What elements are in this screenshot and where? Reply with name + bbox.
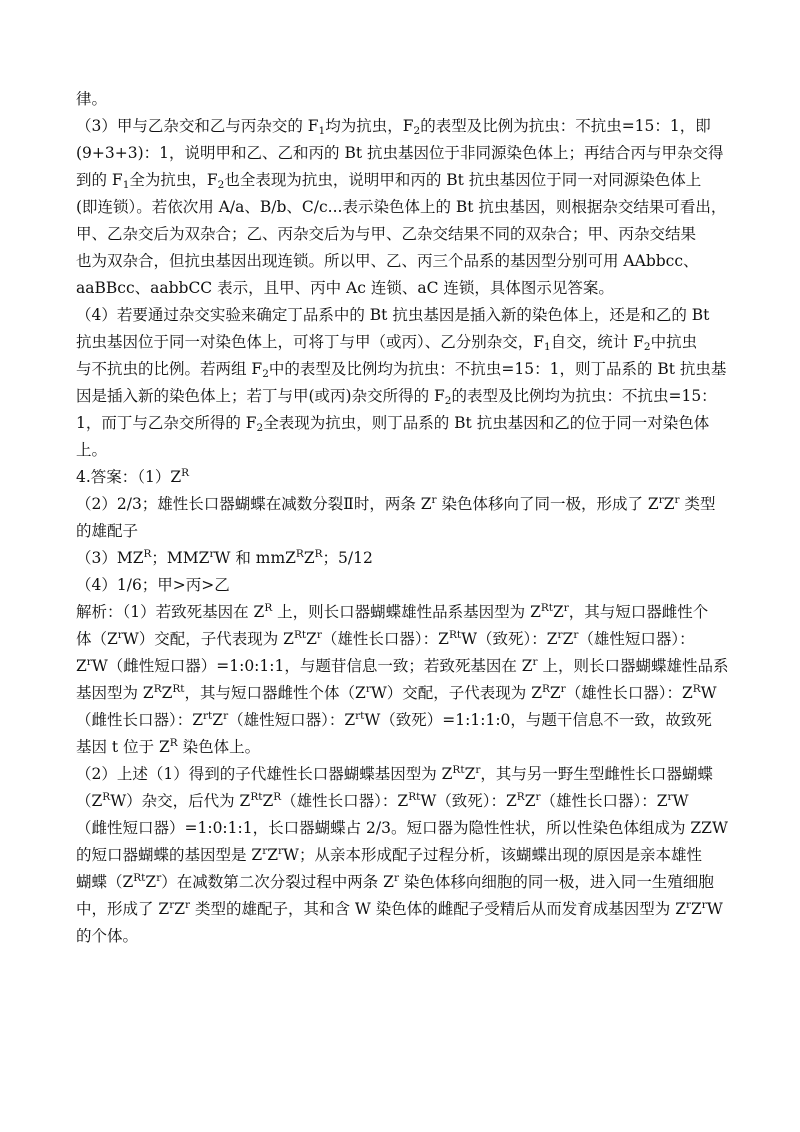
text-line: [76, 653, 729, 680]
text-run: （雌性短口器）=1:0:1:1，长口器蝴蝶占 2/3。短口器为隐性性状，所以性染色体组成为 ZZW: [76, 819, 728, 837]
text-line: [76, 707, 726, 734]
superscript: r: [475, 764, 481, 776]
text-run: （雄性短口器）：Z: [228, 711, 356, 729]
text-line: [76, 680, 726, 707]
text-run: Z: [212, 711, 224, 729]
text-line: [76, 383, 726, 410]
text-run: 中的表型及比例均为抗虫：不抗虫=15：1，则丁品系的 Bt 抗虫基: [268, 360, 727, 378]
text-run: （2）上述（1）得到的子代雄性长口器蝴蝶基因型为 Z: [76, 765, 453, 783]
text-run: 4.答案：（1）Z: [76, 468, 182, 486]
text-run: 1，而丁与乙杂交所得的 F: [76, 414, 257, 432]
superscript: r: [560, 683, 566, 695]
text-run: （3）MZ: [76, 549, 144, 567]
text-line: [76, 518, 726, 545]
superscript: r: [674, 494, 680, 506]
text-line: [76, 626, 726, 653]
text-line: [76, 329, 726, 356]
superscript: r: [117, 629, 123, 641]
subscript: 2: [413, 125, 421, 137]
text-run: W）杂交，后代为 Z: [110, 792, 251, 810]
text-line: [76, 410, 726, 437]
subscript: 2: [444, 395, 452, 407]
subscript: 1: [122, 179, 130, 191]
superscript: r: [169, 899, 175, 911]
superscript: R: [516, 791, 525, 803]
text-run: 自交，统计 F: [550, 333, 644, 351]
text-run: 基因 t 位于 Z: [76, 738, 170, 756]
superscript: r: [667, 791, 673, 803]
text-run: 中抗虫: [650, 333, 698, 351]
text-run: ；MMZ: [151, 549, 210, 567]
text-run: Z: [174, 900, 186, 918]
text-run: ，其与短口器雌性个体（Z: [184, 684, 366, 702]
text-run: Z: [161, 684, 173, 702]
text-run: 的个体。: [76, 927, 139, 945]
text-run: Z: [76, 657, 87, 675]
superscript: r: [209, 548, 215, 560]
text-run: W（致死）：Z: [461, 630, 558, 648]
text-run: Z: [549, 684, 561, 702]
text-line: [76, 140, 726, 167]
text-line: [76, 194, 726, 221]
text-run: （雄性长口器）：Z: [281, 792, 409, 810]
superscript: r: [431, 494, 437, 506]
text-run: （雄性长口器）：Z: [321, 630, 449, 648]
text-run: （2）2/3；雄性长口器蝴蝶在减数分裂Ⅱ时，两条 Z: [76, 495, 432, 513]
superscript: Rt: [293, 629, 307, 641]
text-run: Z: [524, 792, 536, 810]
text-run: 的表型及比例为抗虫：不抗虫=15：1，即: [420, 117, 711, 135]
text-run: 律。: [76, 90, 108, 108]
text-run: 解析：（1）若致死基因在 Z: [76, 603, 265, 621]
text-line: [76, 842, 726, 869]
text-run: 上，则长口器蝴蝶雄性品系基因型为 Z: [272, 603, 541, 621]
text-run: （雄性长口器）：Z: [540, 792, 668, 810]
text-line: [76, 275, 726, 302]
subscript: 2: [256, 422, 264, 434]
text-run: Z: [464, 765, 476, 783]
superscript: r: [563, 602, 569, 614]
text-run: ；5/12: [322, 549, 373, 567]
text-run: Z: [306, 630, 317, 648]
text-run: （雌性长口器）：Z: [76, 711, 204, 729]
text-run: 甲、乙杂交后为双杂合；乙、丙杂交后为与甲、乙杂交结果不同的双杂合；甲、丙杂交结果: [76, 225, 697, 243]
superscript: Rt: [540, 602, 553, 614]
text-run: Z: [267, 846, 279, 864]
text-line: [76, 437, 726, 464]
superscript: r: [316, 629, 322, 641]
superscript: R: [143, 548, 152, 560]
text-run: 蝴蝶（Z: [76, 873, 134, 891]
text-run: Z: [262, 792, 274, 810]
superscript: R: [314, 548, 323, 560]
superscript: r: [156, 872, 162, 884]
text-run: 与不抗虫的比例。若两组 F: [76, 360, 263, 378]
text-run: W）交配，子代表现为 Z: [122, 630, 294, 648]
superscript: r: [573, 629, 579, 641]
superscript: r: [278, 845, 284, 857]
text-run: W: [700, 684, 717, 702]
superscript: R: [153, 683, 162, 695]
text-run: Z: [562, 630, 574, 648]
text-run: 到的 F: [76, 171, 123, 189]
superscript: r: [535, 791, 541, 803]
text-line: [76, 761, 726, 788]
superscript: r: [685, 899, 691, 911]
text-run: (9+3+3)：1，说明甲和乙、乙和丙的 Bt 抗虫基因位于非同源染色体上；再结合丙与甲杂交得: [76, 144, 724, 162]
text-run: 抗虫基因位于同一对染色体上，可将丁与甲（或丙）、乙分别杂交，F: [76, 333, 545, 351]
text-run: W）交配，子代表现为 Z: [370, 684, 542, 702]
superscript: Rt: [408, 791, 421, 803]
text-run: ）在减数第二次分裂过程中两条 Z: [161, 873, 394, 891]
text-line: [76, 545, 726, 572]
text-run: 的雄配子: [76, 522, 139, 540]
text-run: 全为抗虫，F: [129, 171, 218, 189]
text-run: 染色体移向细胞的同一极，进入同一生殖细胞: [398, 873, 714, 891]
text-run: W 和 mmZ: [214, 549, 296, 567]
superscript: R: [541, 683, 550, 695]
text-run: W: [706, 900, 723, 918]
text-line: [76, 923, 726, 950]
superscript: r: [262, 845, 268, 857]
text-line: [76, 302, 726, 329]
text-run: （Z: [76, 792, 103, 810]
text-line: [76, 248, 726, 275]
text-run: W；从亲本形成配子过程分析，该蝴蝶出现的原因是亲本雄性: [283, 846, 702, 864]
text-run: 体（Z: [76, 630, 118, 648]
text-line: [76, 167, 726, 194]
text-run: Z: [552, 603, 564, 621]
text-run: ，其与短口器雌性个: [568, 603, 709, 621]
superscript: r: [86, 656, 92, 668]
text-line: [76, 221, 726, 248]
text-line: [76, 734, 726, 761]
superscript: rt: [203, 710, 213, 722]
text-line: [76, 869, 726, 896]
text-run: 类型的雄配子，其和含 W 染色体的雌配子受精后从而发育成基因型为 Z: [190, 900, 686, 918]
text-run: 因是插入新的染色体上；若丁与甲(或丙)杂交所得的 F: [76, 387, 445, 405]
superscript: r: [658, 494, 664, 506]
text-run: ，其与另一野生型雌性长口器蝴蝶: [480, 765, 713, 783]
text-run: W（致死）：Z: [420, 792, 517, 810]
text-run: 全表现为抗虫，则丁品系的 Bt 抗虫基因和乙的位于同一对染色体: [263, 414, 710, 432]
superscript: R: [169, 737, 178, 749]
text-run: 染色体移向了同一极，形成了 Z: [436, 495, 659, 513]
text-run: 均为抗虫，F: [325, 117, 414, 135]
superscript: r: [557, 629, 563, 641]
superscript: r: [185, 899, 191, 911]
text-run: （雄性长口器）：Z: [565, 684, 693, 702]
text-run: 类型: [679, 495, 716, 513]
subscript: 2: [643, 341, 651, 353]
text-run: （4）1/6；甲>丙>乙: [76, 576, 230, 594]
text-run: Z: [663, 495, 675, 513]
text-run: 也全表现为抗虫，说明甲和丙的 Bt 抗虫基因位于同一对同源染色体上: [224, 171, 702, 189]
text-run: 的表型及比例均为抗虫：不抗虫=15：: [451, 387, 717, 405]
superscript: Rt: [133, 872, 146, 884]
text-run: 上，则长口器蝴蝶雄性品系: [537, 657, 729, 675]
text-run: 基因型为 Z: [76, 684, 154, 702]
superscript: R: [102, 791, 111, 803]
text-run: 也为双杂合，但抗虫基因出现连锁。所以甲、乙、丙三个品系的基因型分别可用 AAbbcc、: [76, 252, 699, 270]
text-line: [76, 464, 726, 491]
superscript: r: [365, 683, 371, 695]
superscript: R: [692, 683, 701, 695]
text-run: W（致死）=1:1:1:0，与题干信息不一致，故致死: [364, 711, 712, 729]
superscript: r: [223, 710, 229, 722]
superscript: Rt: [448, 629, 462, 641]
text-line: [76, 113, 726, 140]
document-body: [76, 86, 729, 950]
subscript: 1: [544, 341, 551, 353]
text-run: 中，形成了 Z: [76, 900, 170, 918]
text-line: [76, 599, 726, 626]
subscript: 1: [318, 125, 326, 137]
superscript: R: [273, 791, 282, 803]
subscript: 2: [217, 179, 225, 191]
text-run: W: [672, 792, 689, 810]
text-line: [76, 896, 726, 923]
superscript: r: [532, 656, 538, 668]
text-run: W（雌性短口器）=1:0:1:1，与题苷信息一致；若致死基因在 Z: [91, 657, 533, 675]
superscript: R: [295, 548, 304, 560]
superscript: Rt: [452, 764, 465, 776]
text-line: [76, 815, 726, 842]
superscript: R: [181, 467, 190, 479]
text-run: Z: [691, 900, 702, 918]
superscript: R: [264, 602, 273, 614]
superscript: Rt: [172, 683, 185, 695]
text-run: (即连锁）。若依次用 A/a、B/b、C/c...表示染色体上的 Bt 抗虫基因，则根据杂交结果可看出，: [76, 198, 727, 216]
superscript: r: [701, 899, 707, 911]
text-run: （4）若要通过杂交实验来确定丁品系中的 Bt 抗虫基因是插入新的染色体上，还是和乙的 Bt: [76, 306, 710, 324]
text-run: Z: [145, 873, 157, 891]
text-line: [76, 572, 726, 599]
text-run: Z: [303, 549, 315, 567]
text-line: [76, 356, 726, 383]
text-run: 上。: [76, 441, 108, 459]
text-run: 的短口器蝴蝶的基因型是 Z: [76, 846, 263, 864]
superscript: rt: [355, 710, 365, 722]
text-line: [76, 491, 726, 518]
text-run: （3）甲与乙杂交和乙与丙杂交的 F: [76, 117, 319, 135]
text-run: 染色体上。: [177, 738, 261, 756]
superscript: r: [393, 872, 399, 884]
text-line: [76, 788, 726, 815]
text-line: [76, 86, 726, 113]
text-run: aaBBcc、aabbCC 表示，且甲、丙中 Ac 连锁、aC 连锁，具体图示见答案。: [76, 279, 614, 297]
subscript: 2: [262, 368, 269, 380]
text-run: （雄性短口器）：: [578, 630, 695, 648]
superscript: Rt: [250, 791, 263, 803]
